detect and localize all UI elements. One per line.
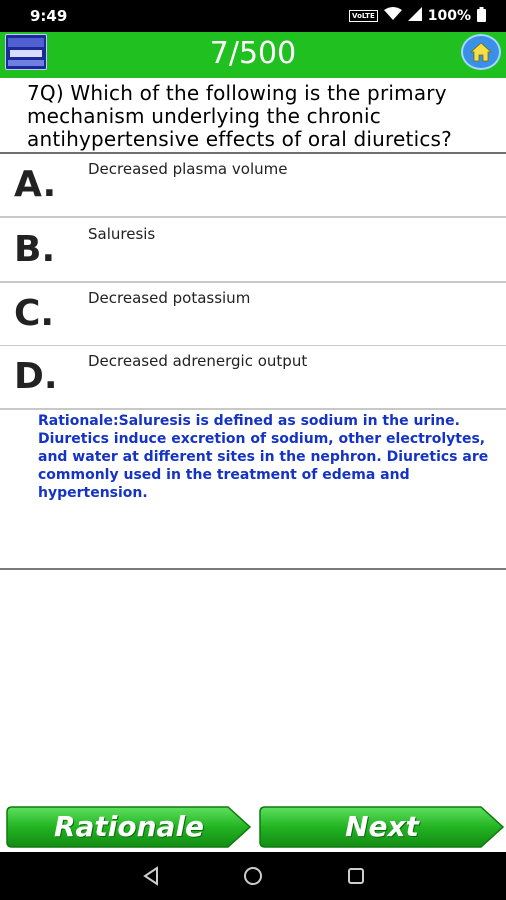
option-letter: B. <box>14 229 56 270</box>
system-nav-bar <box>0 852 506 900</box>
option-d[interactable] <box>0 346 506 410</box>
rationale-button[interactable] <box>6 806 252 848</box>
question-text: 7Q) Which of the following is the primary mechanism underlying the chronic antihypertensive effects of oral diuretics? <box>27 81 452 151</box>
rationale-text: Rationale:Saluresis is defined as sodium in the urine. Diuretics induce excretion of sodium, other electrolytes, and water at different sites in the nephron. Diuretics are commonly used in the treatment of edema and hypertension. <box>38 413 489 501</box>
option-a[interactable] <box>0 154 506 218</box>
volte-badge: VoLTE <box>349 10 378 22</box>
signal-icon <box>408 7 422 25</box>
option-text: Saluresis <box>88 225 156 243</box>
option-text: Decreased potassium <box>88 289 251 307</box>
wifi-icon <box>384 7 402 25</box>
option-letter: D. <box>14 356 58 397</box>
option-text: Decreased plasma volume <box>88 160 288 178</box>
next-button-label: Next <box>345 810 419 843</box>
status-time: 9:49 <box>30 7 68 25</box>
home-icon <box>463 36 499 68</box>
option-text: Decreased adrenergic output <box>88 352 308 370</box>
option-c[interactable] <box>0 283 506 347</box>
option-b[interactable] <box>0 219 506 283</box>
next-button[interactable] <box>259 806 505 848</box>
app-header <box>0 32 506 78</box>
option-letter: A. <box>14 164 57 205</box>
status-bar <box>0 0 506 32</box>
status-icons <box>349 7 486 25</box>
question-counter: 7/500 <box>209 36 297 71</box>
option-letter: C. <box>14 293 55 334</box>
nav-recents-icon[interactable] <box>346 866 366 886</box>
nav-home-icon[interactable] <box>243 866 263 886</box>
rationale-divider <box>0 568 506 570</box>
nav-back-icon[interactable] <box>141 866 161 886</box>
battery-label: 100% <box>427 8 471 24</box>
battery-icon <box>477 7 486 26</box>
rationale-button-label: Rationale <box>53 810 205 843</box>
home-button[interactable] <box>461 34 501 70</box>
